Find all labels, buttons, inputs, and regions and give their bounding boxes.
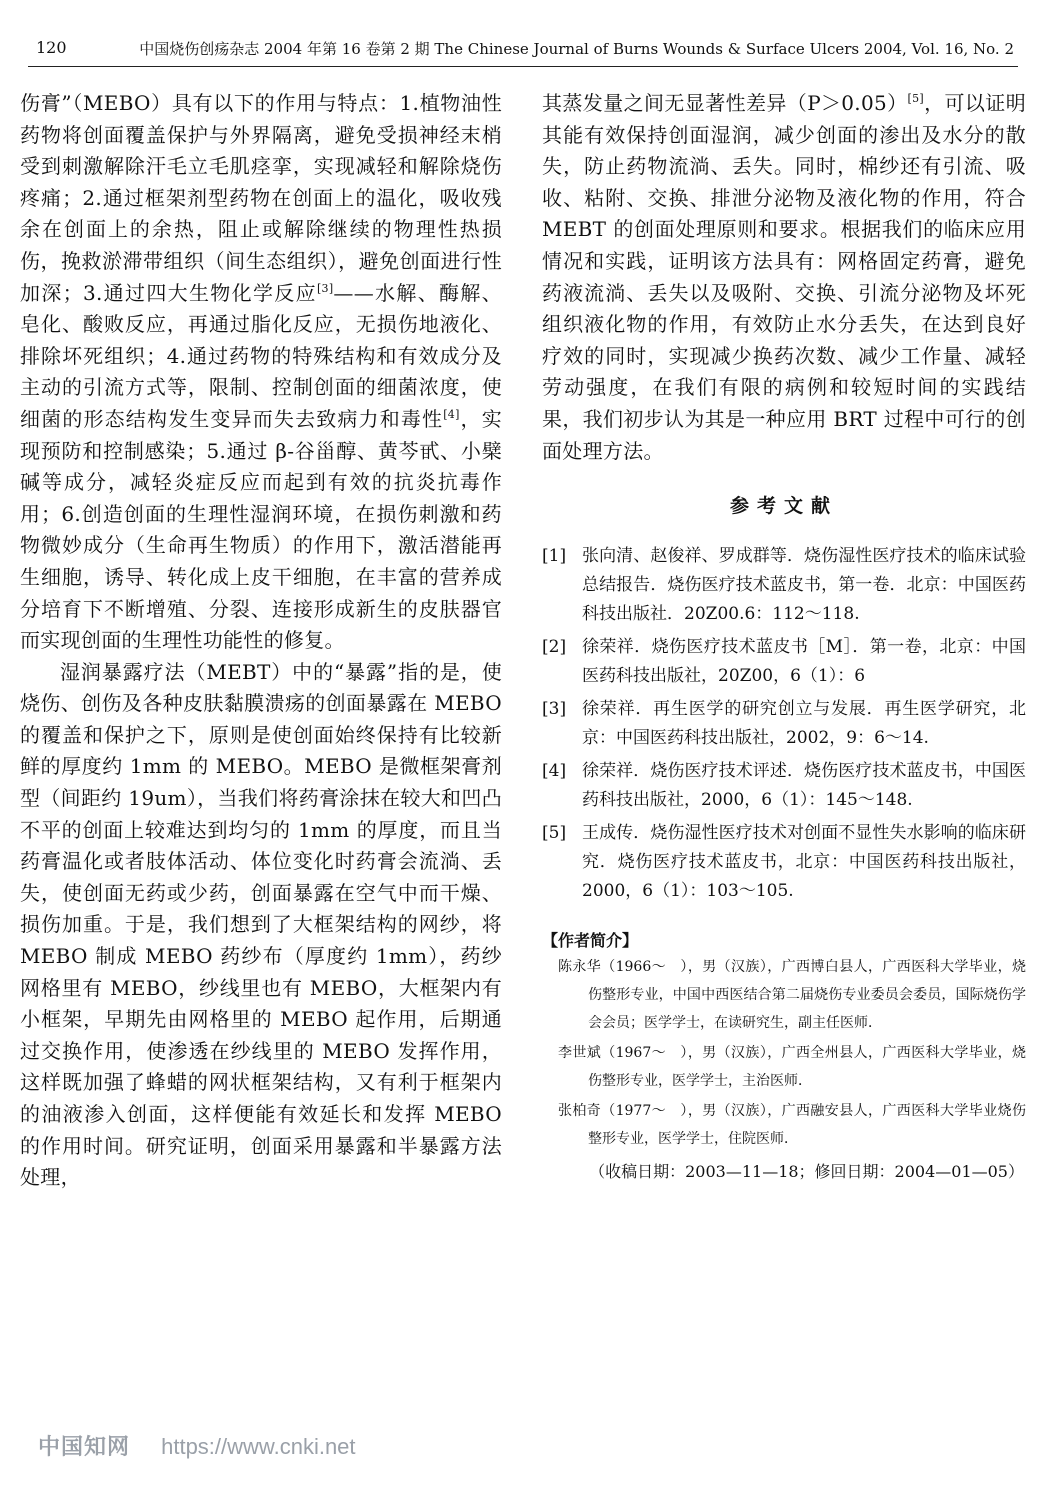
reference-item	[542, 819, 1026, 906]
header-divider	[28, 66, 1018, 67]
reference-number: [2]	[542, 637, 567, 658]
reference-item	[542, 633, 1026, 691]
citation-4[interactable]: [4]	[443, 407, 460, 421]
reference-text: 王成传．烧伤湿性医疗技术对创面不显性失水影响的临床研究．烧伤医疗技术蓝皮书，北京：中国医药科技出版社，2000，6（1）：103～105.	[582, 823, 1026, 902]
reference-number: [5]	[542, 823, 567, 844]
reference-number: [4]	[542, 761, 567, 782]
citation-3[interactable]: [3]	[316, 281, 334, 295]
reference-text: 徐荣祥．烧伤医疗技术蓝皮书［M］．第一卷，北京：中国医药科技出版社，20Z00，6（1）：6	[582, 637, 1026, 687]
author-bio	[542, 953, 1026, 1037]
received-dates: （收稿日期：2003—11—18；修回日期：2004—01—05）	[589, 1162, 1024, 1182]
author-name: 李世斌	[558, 1045, 602, 1062]
reference-text: 张向清、赵俊祥、罗成群等．烧伤湿性医疗技术的临床试验总结报告．烧伤医疗技术蓝皮书，第一卷．北京：中国医药科技出版社．20Z00.6：112～118.	[582, 546, 1026, 625]
author-details: （1966～ ），男（汉族），广西博白县人，广西医科大学毕业，烧伤整形专业，中国中西医结合第二届烧伤专业委员会委员，国际烧伤学会会员；医学学士，在读研究生，副主任医师．	[588, 959, 1026, 1032]
body-paragraph-2: 湿润暴露疗法（MEBT）中的“暴露”指的是，使烧伤、创伤及各种皮肤黏膜溃疡的创面暴露在 MEBO 的覆盖和保护之下，原则是使创面始终保持有比较新鲜的厚度约 1mm 的 MEBO。MEBO 是微框架膏剂型（间距约 19um），当我们将药膏涂抹在较大和凹凸不平的创面上较难达到均匀的 1mm 的厚度，而且当药膏温化或者肢体活动、体位变化时药膏会流淌、丢失，使创面无药或少药，创面暴露在空气中而干燥、损伤加重。于是，我们想到了大框架结构的网纱，将 MEBO 制成 MEBO 药纱布（厚度约 1mm），药纱网格里有 MEBO，纱线里也有 MEBO，大框架内有小框架，早期先由网格里的 MEBO 起作用，后期通过交换作用，使渗透在纱线里的 MEBO 发挥作用，这样既加强了蜂蜡的网状框架结构，又有利于框架内的油液渗入创面，这样便能有效延长和发挥 MEBO 的作用时间。研究证明，创面采用暴露和半暴露方法处理，	[20, 659, 502, 1190]
reference-item	[542, 757, 1026, 815]
author-name: 张柏奇	[558, 1103, 602, 1120]
running-header	[28, 36, 1018, 64]
reference-list	[542, 542, 1026, 906]
reference-number: [1]	[542, 546, 567, 567]
author-bio	[542, 1097, 1026, 1153]
references-heading: 参考文献	[729, 495, 838, 518]
cnki-brand: 中国知网	[38, 1435, 131, 1460]
author-info-heading: 【作者简介】	[542, 931, 639, 951]
cnki-watermark	[38, 1430, 538, 1466]
reference-text: 徐荣祥．再生医学的研究创立与发展．再生医学研究，北京：中国医药科技出版社，2002，9：6～14.	[582, 699, 1026, 749]
reference-text: 徐荣祥．烧伤医疗技术评述．烧伤医疗技术蓝皮书，中国医药科技出版社，2000，6（1）：145～148.	[582, 761, 1026, 811]
right-column	[542, 88, 1026, 1182]
reference-item	[542, 695, 1026, 753]
author-name: 陈永华	[558, 959, 602, 976]
cnki-url[interactable]: https://www.cnki.net	[161, 1434, 356, 1459]
body-paragraph-1: 伤膏”（MEBO）具有以下的作用与特点：1.植物油性药物将创面覆盖保护与外界隔离，避免受损神经末梢受到刺激解除汗毛立毛肌痉挛，实现减轻和解除烧伤疼痛；2.通过框架剂型药物在创面上的温化，吸收残余在创面上的余热，阻止或解除继续的物理性热损伤，挽救淤滞带组织（间生态组织），避免创面进行性加深；3.通过四大生物化学反应[3]——水解、酶解、皂化、酸败反应，再通过脂化反应，无损伤地液化、排除坏死组织；4.通过药物的特殊结构和有效成分及主动的引流方式等，限制、控制创面的细菌浓度，使细菌的形态结构发生变异而失去致病力和毒性[4]，实现预防和控制感染；5.通过 β-谷甾醇、黄芩甙、小檗碱等成分，减轻炎症反应而起到有效的抗炎抗毒作用；6.创造创面的生理性湿润环境，在损伤刺激和药物微妙成分（生命再生物质）的作用下，激活潜能再生细胞，诱导、转化成上皮干细胞，在丰富的营养成分培育下不断增殖、分裂、连接形成新生的皮肤器官而实现创面的生理性功能性的修复。	[20, 91, 502, 653]
journal-citation: 中国烧伤创疡杂志 2004 年第 16 卷第 2 期 The Chinese Journal of Burns Wounds & Surface Ulcers 2004, Vol. 16, No. 2	[139, 40, 1014, 58]
reference-item	[542, 542, 1026, 629]
author-details: （1977～ ），男（汉族），广西融安县人，广西医科大学毕业烧伤整形专业，医学学士，住院医师．	[588, 1103, 1026, 1148]
author-bio	[542, 1039, 1026, 1095]
reference-number: [3]	[542, 699, 567, 720]
page-number: 120	[36, 38, 67, 57]
citation-5[interactable]: [5]	[907, 92, 924, 105]
left-column	[20, 88, 502, 1194]
author-details: （1967～ ），男（汉族），广西全州县人，广西医科大学毕业，烧伤整形专业，医学学士，主治医师．	[588, 1045, 1026, 1090]
body-paragraph-3: 其蒸发量之间无显著性差异（P＞0.05）[5]，可以证明其能有效保持创面湿润，减少创面的渗出及水分的散失，防止药物流淌、丢失。同时，棉纱还有引流、吸收、粘附、交换、排泄分泌物及液化物的作用，符合 MEBT 的创面处理原则和要求。根据我们的临床应用情况和实践，证明该方法具有：网格固定药膏，避免药液流淌、丢失以及吸附、交换、引流分泌物及坏死组织液化物的作用，有效防止水分丢失，在达到良好疗效的同时，实现减少换药次数、减少工作量、减轻劳动强度，在我们有限的病例和较短时间的实践结果，我们初步认为其是一种应用 BRT 过程中可行的创面处理方法。	[542, 91, 1026, 463]
